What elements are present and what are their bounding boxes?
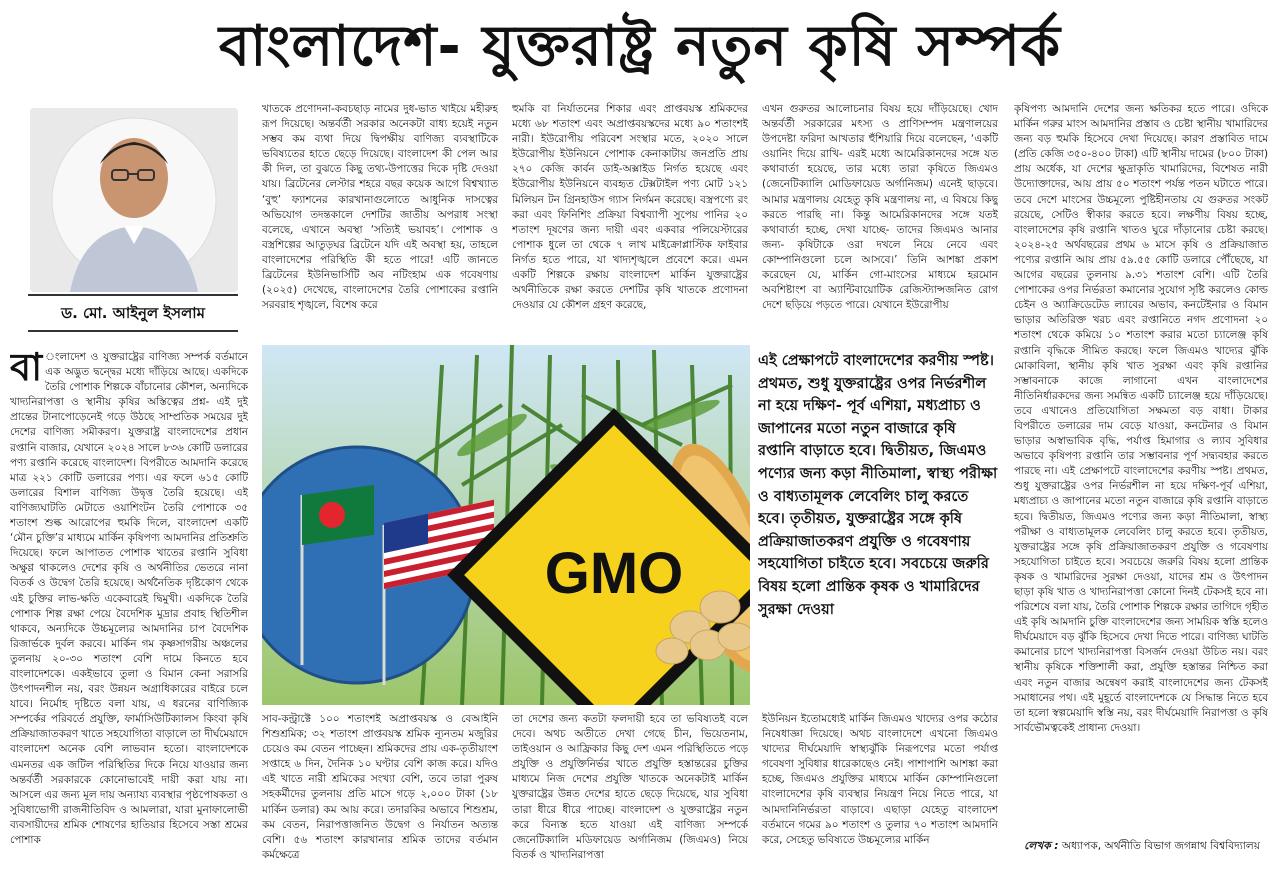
column-5: কৃষিপণ্য আমদানি দেশের জন্য ক্ষতিকর হতে পারে। ওদিকে মার্কিন গরুর মাংস আমদানির প্রস্তাব ও চেষ্টা স্থানীয় খামারিদের জন্য বড় হুমকি হিসেবে দেখা দিয়েছে। কারণ প্রস্তাবিত দামে (প্রতি কেজি ৩৫০-৪০০ টাকা) এটি স্থানীয় দামের (৮০০ টাকা) প্রায় অর্ধেক, যা দেশের ক্ষুদ্রাকৃতি খামারিদের, বিশেষত নারী উদ্যোক্তাদের, আয় প্রায় ৫০ শতাংশ পর্যন্ত পতন ঘটাতে পারে। তবে দেশে মাংসের উচ্চমূল্যে পুষ্টিহীনতায় যে গুরুতর সংকট রয়েছে, সেটিও স্বীকার করতে হবে। লক্ষণীয় বিষয় হচ্ছে, বাংলাদেশের কৃষি রপ্তানি খাতও ঘুরে দাঁড়ানোর চেষ্টা করছে। ২০২৪-২৫ অর্থবছরের প্রথম ৬ মাসে কৃষি ও প্রক্রিয়াজাত পণ্যের রপ্তানি আয় প্রায় ৫৯.৫৫ কোটি ডলারে পৌঁছেছে, যা আগের বছরের তুলনায় ৯.৩১ শতাংশ বেশি। এটি তৈরি পোশাকের ওপর নির্ভরতা কমানোর সুযোগ সৃষ্টি করলেও কোল্ড চেইন ও অ্যাক্রিডেটেড ল্যাবের অভাব, কনটেইনার ও বিমান ভাড়ার অতিরিক্ত খরচ এবং রপ্তানিতে নগদ প্রণোদনা ২০ শতাংশ থেকে কমিয়ে ১০ শতাংশ করার মতো চ্যালেঞ্জ কৃষি রপ্তানি বৃদ্ধিকে সীমিত করছে। ফলে জিএমও খাদ্যের ঝুঁকি মোকাবিলা, স্থানীয় কৃষি খাত সুরক্ষা এবং কৃষি রপ্তানির সম্ভাবনাকে কাজে লাগানো এখন বাংলাদেশের নীতিনির্ধারকদের জন্য সমন্বিত একটি চ্যালেঞ্জ হয়ে দাঁড়িয়েছে। তবে এখানেও প্রতিযোগিতা সক্ষমতা বড় বাধা। টাকার বিপরীতে ডলারের দাম বেড়ে যাওয়া, কনটেনার ও বিমান ভাড়ার অস্বাভাবিক বৃদ্ধি, পর্যাপ্ত হিমাগার ও ল্যাব সুবিধার অভাবে কৃষিপণ্য রপ্তানি তার সম্ভাবনার পূর্ণ সদ্ব্যবহার করতে পারছে না। এই প্রেক্ষাপটে বাংলাদেশের করণীয় স্পষ্ট। প্রথমত, শুধু যুক্তরাষ্ট্রের ওপর নির্ভরশীল না হয়ে দক্ষিণ-পূর্ব এশিয়া, মধ্যপ্রাচ্য ও জাপানের মতো নতুন বাজারে কৃষি রপ্তানি বাড়াতে হবে। দ্বিতীয়ত, জিএমও পণ্যের জন্য কড়া নীতিমালা, স্বাস্থ্য পরীক্ষা ও বাধ্যতামূলক লেবেলিং চালু করতে হবে। তৃতীয়ত, যুক্তরাষ্ট্রের সঙ্গে কৃষি প্রক্রিয়াজাতকরণ প্রযুক্তি ও গবেষণায় সহযোগিতা চাইতে হবে। সবচেয়ে জরুরি বিষয় হলো প্রান্তিক কৃষক ও খামারিদের সুরক্ষা দেওয়া, যাদের শ্রম ও উৎপাদন ছাড়া কৃষি খাত ও খাদ্যনিরাপত্তা কোনো দিনই টেকসই হবে না। পরিশেষে বলা যায়, তৈরি পোশাক শিল্পকে রক্ষার তাগিদে গৃহীত এই কৃষি আমদানি চুক্তি বাংলাদেশের জন্য সাময়িক স্বস্তি হলেও দীর্ঘমেয়াদে বড় ঝুঁকি হিসেবে দেখা দিতে পারে। বাণিজ্য ঘাটতি কমানোর চাপে খাদ্যনিরাপত্তা বিসর্জন দেওয়া উচিত নয়। বরং স্থানীয় কৃষিকে শক্তিশালী করা, প্রযুক্তি হস্তান্তর নিশ্চিত করা এবং নতুন বাজার অন্বেষণ করাই বাংলাদেশের জন্য টেকসই সমাধানের পথ। এই মুহূর্তে বাংলাদেশকে যে সিদ্ধান্ত নিতে হবে তা হলো স্বল্পমেয়াদি স্বস্তি নয়, বরং দীর্ঘমেয়াদি নিরাপত্তা ও কৃষি সার্বভৌমত্বকেই প্রাধান্য দেওয়া। — [1014, 103, 1268, 734]
column-2-upper: খাতকে প্রণোদনা-কবচছাড় নামের দুধ-ভাত খাইয়ে মহীরুহ রূপ দিয়েছে। অন্তর্বর্তী সরকার অনেকটা বাধ্য হয়েই নতুন সম্ভব কম ব্যথা দিয়ে দ্বিপক্ষীয় বাণিজ্য ব্যবস্থাটিকে ভবিষ্যতের হাতে ছেড়ে দিয়েছে। বাংলাদেশ কী পেল আর কী দিল, তা বুঝতে কিছু তথ্য-উপাত্তের দিকে দৃষ্টি দেওয়া যায়। ব্রিটেনের লেস্টার শহরে বছর কয়েক আগে বিশ্বখ্যাত ‘বুহু’ ফ্যাশনের কারখানাগুলোতে আধুনিক দাসত্বের অভিযোগ তদন্তকালে দেশটির জাতীয় অপরাধ সংস্থা বলেছে, এখানে অবস্থা ‘সত্যিই ভয়াবহ’। পোশাক ও বস্ত্রশিল্পের আতুড়ঘর ব্রিটেনে যদি এই অবস্থা হয়, তাহলে বাংলাদেশের পরিস্থিতি কী হতে পারে! এটি জানতে ব্রিটেনের ইউনিভার্সিটি অব নটিংহাম এক গবেষণায় (২০২৫) দেখেছে, বাংলাদেশের তৈরি পোশাকের রপ্তানি সরবরাহ শৃঙ্খলে, বিশেষ করে — [262, 103, 498, 312]
column-4-lower: ইউনিয়ন ইতোমধ্যেই মার্কিন জিএমও খাদ্যের ওপর কঠোর নিষেধাজ্ঞা দিয়েছে। অথচ বাংলাদেশে এখনো জিএমও খাদ্যের দীর্ঘমেয়াদি স্বাস্থ্যঝুঁকি নিরূপণের মতো পর্যাপ্ত গবেষণা সুবিধার ধারেকাছেও নেই। পাশাপাশি আশঙ্কা করা হচ্ছে, জিএমও প্রযুক্তির মাধ্যমে মার্কিন কোম্পানিগুলো বাংলাদেশের কৃষি ব্যবস্থার নিয়ন্ত্রণ নিয়ে নিতে পারে, যা আমদানিনির্ভরতা বাড়াবে। এছাড়া যেহেতু বাংলাদেশ বর্তমানে গমের ৯০ শতাংশ ও তুলার ৭০ শতাংশ আমদানি করে, সেহেতু ভবিষ্যতে উচ্চমূল্যের মার্কিন — [762, 713, 998, 846]
headline-block — [0, 0, 1280, 100]
author-photo — [30, 108, 238, 292]
column-1-body: ংলাদেশ ও যুক্তরাষ্ট্রের বাণিজ্য সম্পর্ক বর্তমানে এক অদ্ভুত দ্বন্দ্বের মধ্যে দাঁড়িয়ে আছে। একদিকে তৈরি পোশাক শিল্পকে বাঁচানোর কৌশল, অন্যদিকে খাদ্যনিরাপত্তা ও স্থানীয় কৃষির অস্তিত্বের প্রশ্ন- এই দুই প্রান্তের টানাপোড়েনেই গড়ে উঠছে সাম্প্রতিক সময়ের দুই দেশের বাণিজ্য সমীকরণ। যুক্তরাষ্ট্র বাংলাদেশের প্রধান রপ্তানি বাজার, যেখানে ২০২৪ সালে ৮৩৬ কোটি ডলারের পণ্য রপ্তানি করেছে বাংলাদেশ। বিপরীতে আমদানি করেছে মাত্র ২২১ কোটি ডলারের পণ্য। এর ফলে ৬১৫ কোটি ডলারের বিশাল বাণিজ্য উদ্বৃত্ত তৈরি হয়েছে। এই বাণিজ্যঘাটতি মেটাতে ওয়াশিংটন তৈরি পোশাকে ৩৫ শতাংশ শুল্ক আরোপের হুমকি দিলে, বাংলাদেশ একটি ‘মৌন চুক্তি’র মাধ্যমে মার্কিন কৃষিপণ্য আমদানির প্রতিশ্রুতি দিয়েছে। ফলে আপাতত পোশাক খাতের রপ্তানি সুবিধা অক্ষুণ্ণ থাকলেও দেশের কৃষি ও অর্থনীতির ভেতরে নানা বিতর্ক ও উদ্বেগ তৈরি হয়েছে। অর্থনৈতিক দৃষ্টিকোণ থেকে এই চুক্তির লাভ-ক্ষতি একেবারেই দ্বিমুখী। একদিকে তৈরি পোশাক শিল্প রক্ষা পেয়ে বৈদেশিক মুদ্রার প্রবাহ স্থিতিশীল থাকবে, অন্যদিকে উচ্চমূল্যের আমদানির চাপ বৈদেশিক রিজার্ভকে দুর্বল করবে। মার্কিন গম কৃষ্ণসাগরীয় অঞ্চলের তুলনায় ২০-৩০ শতাংশ বেশি দামে কিনতে হবে বাংলাদেশকে। একইভাবে তুলা ও বিমান কেনা সরাসরি উৎপাদনশীল নয়, বরং উন্নয়ন অগ্রাধিকারের বাইরে চলে যাবে। নির্মোহ দৃষ্টিতে বলা যায়, এ ধরনের বাণিজ্যিক সম্পর্কের পরিবর্তে প্রযুক্তি, ফার্মাসিউটিক্যালস কিংবা কৃষি প্রক্রিয়াজাতকরণ খাতে সহযোগিতা বাড়ালে তা দীর্ঘমেয়াদে বাংলাদেশ অনেক বেশি লাভবান হতো। বাংলাদেশকে এমনতর এক জটিল পরিস্থিতির দিকে নিয়ে যাওয়ার জন্য অন্তর্বর্তী সরকারকে কোনোভাবেই দায়ী করা যায় না। আসলে এর জন্য মূল দায় অন্যায্য ব্যবস্থার পৃষ্ঠপোষকতা ও সুবিধাভোগী রাজনীতিবিদ ও আমলারা, যারা মুনাফালোভী ব্যবসায়ীদের শ্রমিক শোষণের হাতিয়ার হিসেবে সস্তা শ্রমের পোশাক — [10, 351, 248, 846]
drop-cap: বা — [10, 350, 43, 389]
gmo-sign-text: GMO — [544, 541, 684, 606]
column-3-upper: হুমকি বা নির্যাতনের শিকার এবং প্রাপ্তবয়স্ক শ্রমিকদের মধ্যে ৬৮ শতাংশ এবং অপ্রাপ্তবয়স্কদের মধ্যে ৯০ শতাংশই নারী। ইউরোপীয় পরিবেশ সংস্থার মতে, ২০২০ সালে ইউরোপীয় ইউনিয়নে পোশাক কেনাকাটায় জনপ্রতি প্রায় ২৭০ কেজি কার্বন ডাই-অক্সাইড নির্গত হয়েছে এবং ইউরোপীয় ইউনিয়নে ব্যবহৃত টেক্সটাইল পণ্য মোট ১২১ মিলিয়ন টন গ্রিনহাউস গ্যাস নির্গমন করেছে। বস্ত্রপণ্যে রং করা এবং ফিনিশিং প্রক্রিয়া বিশ্বব্যাপী সুপেয় পানির ২০ শতাংশ দূষণের জন্য দায়ী এবং একবার পলিয়েস্টারের পোশাক ধুলে তা থেকে ৭ লাখ মাইক্রোপ্লাস্টিক ফাইবার নির্গত হতে পারে, যা খাদ্যশৃঙ্খলে প্রবেশে করে। এমন একটি শিল্পকে রক্ষায় বাংলাদেশ মার্কিন যুক্তরাষ্ট্রের অর্থনীতিকে রক্ষা করতে দেশটির কৃষি খাতকে প্রণোদনা দেওয়ার যে কৌশল গ্রহণ করেছে, — [512, 103, 748, 312]
author-bio-text: অধ্যাপক, অর্থনীতি বিভাগ জগন্নাথ বিশ্ববিদ্যালয় — [1061, 840, 1260, 852]
column-3-lower: তা দেশের জন্য কতটা ফলদায়ী হবে তা ভবিষ্যতই বলে দেবে। অথচ অতীতে দেখা গেছে চীন, ভিয়েতনাম, তাইওয়ান ও আফ্রিকার কিছু দেশ এমন পরিস্থিতিতে পড়ে প্রযুক্তি ও প্রযুক্তিনির্ভর খাতে প্রযুক্তি হস্তান্তরের চুক্তির মাধ্যমে নিজ দেশের প্রযুক্তি খাতকে অনেকটাই মার্কিন যুক্তরাষ্ট্রের উন্নত দেশের হাতে ছেড়ে দিয়েছে, যার সুবিধা তারা ধীরে ধীরে পাচ্ছে। বাংলাদেশ ও যুক্তরাষ্ট্রের নতুন করে বিন্যস্ত হতে যাওয়া এই বাণিজ্য সম্পর্কে জেনেটিক্যালি মডিফায়েড অর্গানিজম (জিএমও) নিয়ে বিতর্ক ও খাদ্যনিরাপত্তা — [512, 713, 748, 861]
headline: বাংলাদেশ- যুক্তরাষ্ট্র নতুন কৃষি সম্পর্ক — [218, 14, 1062, 79]
author-portrait-icon — [30, 108, 238, 292]
author-bio-label: লেখক : — [1024, 840, 1059, 852]
column-4-upper: এখন গুরুতর আলোচনার বিষয় হয়ে দাঁড়িয়েছে। খোদ অন্তর্বর্তী সরকারের মৎস্য ও প্রাণিসম্পদ মন্ত্রণালয়ের উপদেষ্টা ফরিদা আখতার হুঁশিয়ারি দিয়ে বলেছেন, ‘একটি ওয়ানিং দিয়ে রাখি- এরই মধ্যে আমেরিকানদের সঙ্গে যত কথাবার্তা হয়েছে, তার মধ্যে তারা কৃষিতে জিএমও (জেনেটিক্যালি মোডিফায়েড অর্গানিজম) এনেই ছাড়বে। আমার মন্ত্রণালয় যেহেতু কৃষি মন্ত্রণালয় না, এ বিষয়ে কিছু করতে পারছি না। কিন্তু আমেরিকানদের সঙ্গে যতই কথাবার্তা হচ্ছে, দেখা যাচ্ছে- তাদের জিএমও আনার জন্য- কৃষিটাকে ওরা দখলে নিয়ে নেবে এবং কোম্পানিগুলো চলে আসবে।’ তিনি আশঙ্কা প্রকাশ করেছেন যে, মার্কিন গো-মাংসের মাধ্যমে হরমোন অবশিষ্টাংশ বা অ্যান্টিবায়োটিক রেজিস্ট্যান্সজনিত রোগ দেশে ছড়িয়ে পড়তে পারে। যেখানে ইউরোপীয় — [762, 103, 998, 312]
pull-quote: এই প্রেক্ষাপটে বাংলাদেশের করণীয় স্পষ্ট। প্রথমত, শুধু যুক্তরাষ্ট্রের ওপর নির্ভরশীল না হয়ে দক্ষিণ- পূর্ব এশিয়া, মধ্যপ্রাচ্য ও জাপানের মতো নতুন বাজারে কৃষি রপ্তানি বাড়াতে হবে। দ্বিতীয়ত, জিএমও পণ্যের জন্য কড়া নীতিমালা, স্বাস্থ্য পরীক্ষা ও বাধ্যতামূলক লেবেলিং চালু করতে হবে। তৃতীয়ত, যুক্তরাষ্ট্রের সঙ্গে কৃষি প্রক্রিয়াজাতকরণ প্রযুক্তি ও গবেষণায় সহযোগিতা চাইতে হবে। সবচেয়ে জরুরি বিষয় হলো প্রান্তিক কৃষক ও খামারিদের সুরক্ষা দেওয়া — [758, 352, 998, 618]
author-name: ড. মো. আইনুল ইসলাম — [28, 294, 238, 332]
column-2-lower: সাব-কন্ট্রাক্টে ১০০ শতাংশই অপ্রাপ্তবয়স্ক ও বেআইনি শিশুশ্রমিক; ৩২ শতাংশ প্রাপ্তবয়স্ক শ্রমিক ন্যূনতম মজুরির চেয়েও কম বেতন পাচ্ছেন। শ্রমিকদের প্রায় এক-তৃতীয়াংশ সপ্তাহে ৬ দিন, দৈনিক ১০ ঘণ্টার বেশি কাজ করে। যদিও এই খাতে নারী শ্রমিকের সংখ্যা বেশি, তবে তারা পুরুষ সহকর্মীদের তুলনায় প্রতি মাসে গড়ে ২,০০০ টাকা (১৮ মার্কিন ডলার) কম আয় করে। তদারকির অভাবে শিশুশ্রম, কম বেতন, নিরাপত্তাজনিত উদ্বেগ ও নির্যাতন অত্যন্ত বেশি। ৫৬ শতাংশ কারখানার শ্রমিক তাদের বর্তমান কর্মক্ষেত্রে — [262, 713, 498, 861]
gmo-illustration — [262, 345, 750, 705]
author-bio — [1020, 838, 1260, 878]
column-1-text — [10, 350, 248, 870]
